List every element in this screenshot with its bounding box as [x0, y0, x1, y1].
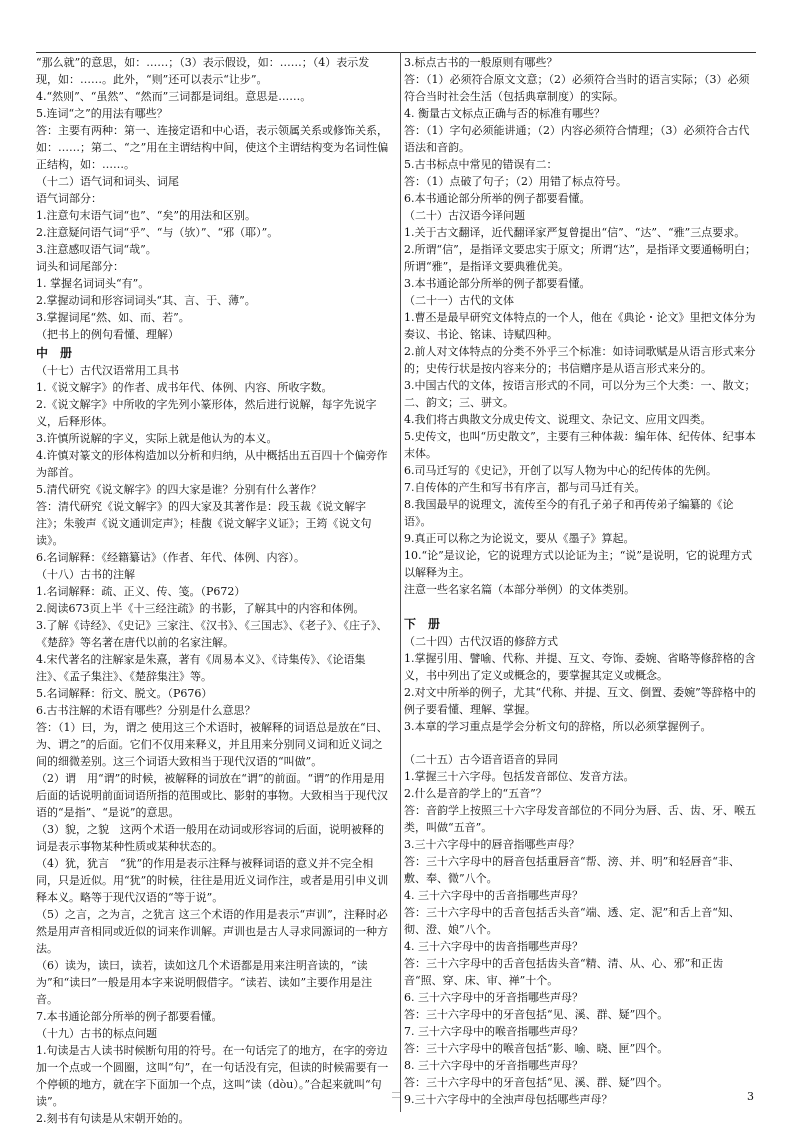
text-line: 2.对文中所举的例子，尤其“代称、并提、互文、倒置、委婉”等辞格中的例子要看懂、理解、掌握。	[404, 686, 756, 716]
text-line: （二十五）古今语音语音的异同	[404, 753, 558, 766]
page-number: 3	[747, 1090, 754, 1103]
text-line: 3.本书通论部分所举的例子都要看懂。	[404, 277, 591, 290]
text-line: 1.掌握三十六字母。包括发音部位、发音方法。	[404, 770, 635, 783]
text-line: 3.许慎所说解的字义，实际上就是他认为的本义。	[36, 432, 278, 445]
text-line: （十二）语气词和词头、词尾	[36, 175, 179, 188]
text-line: 答：三十六字母中的舌音包括舌头音“端、透、定、泥”和舌上音“知、彻、澄、娘”八个。	[404, 906, 740, 936]
text-line: （十七）古代汉语常用工具书	[36, 364, 179, 377]
text-line: 8. 三十六字母中的牙音指哪些声母？	[404, 1059, 583, 1072]
text-line: 2.掌握动词和形容词词头“其、言、于、薄”。	[36, 294, 256, 307]
text-line: 1.曹丕是最早研究文体特点的一个人，他在《典论・论文》里把文体分为奏议、书论、铭诔、诗赋四种。	[404, 311, 756, 341]
text-line: 3.掌握词尾“然、如、而、若”。	[36, 311, 190, 324]
text-line: 答：音韵学上按照三十六字母发音部位的不同分为唇、舌、齿、牙、喉五类，叫做“五音”。	[404, 804, 756, 834]
text-line: 答：三十六字母中的喉音包括“影、喻、晓、匣”四个。	[404, 1042, 669, 1055]
text-line: 4.“然则”、“虽然”、“然而”三词都是词组。意思是……。	[36, 90, 312, 103]
text-line: 答：主要有两种：第一、连接定语和中心语，表示领属关系或修饰关系，如：……；第二、“之”用在主谓结构中间，使这个主谓结构变为名词性偏正结构，如：……。	[36, 124, 389, 171]
text-line: （把书上的例句看懂、理解）	[36, 328, 179, 341]
text-line: （十九）古书的标点问题	[36, 1027, 157, 1040]
text-line: 1.掌握引用、譬喻、代称、并提、互文、夸饰、委婉、省略等修辞格的含义，书中列出了定义或概念的，要掌握其定义或概念。	[404, 652, 756, 682]
text-line: 6.本书通论部分所举的例子都要看懂。	[404, 192, 591, 205]
text-line: 答：三十六字母中的牙音包括“见、溪、群、疑”四个。	[404, 1008, 669, 1021]
text-line: 10.“论”是议论，它的说理方式以论证为主；“说”是说明，它的说理方式以解释为主。	[404, 549, 752, 579]
text-line: 6. 三十六字母中的牙音指哪些声母？	[404, 991, 583, 1004]
text-line: （3）貌，之貌 这两个术语一般用在动词或形容词的后面，说明被释的词是表示事物某种性质或某种状态的。	[36, 823, 384, 853]
text-line: 9.真正可以称之为论说文，要从《墨子》算起。	[404, 532, 635, 545]
text-line: 2.什么是音韵学上的“五音”？	[404, 787, 547, 800]
text-line: 9.三十六字母中的全浊声母包括哪些声母？	[404, 1093, 613, 1106]
text-line: （2）谓 用“谓”的时候，被解释的词放在“谓”的前面。“谓”的作用是用后面的话说明前面词语所指的范围或比、影射的事物。大致相当于现代汉语的“是指”、“是说”的意思。	[36, 772, 388, 819]
text-line: 4. 三十六字母中的齿音指哪些声母？	[404, 940, 583, 953]
text-line: （二十四）古代汉语的修辞方式	[404, 635, 558, 648]
text-line: 3.三十六字母中的唇音指哪些声母？	[404, 838, 580, 851]
text-line: （二十）古汉语今译问题	[404, 209, 525, 222]
text-line: 中 册	[36, 346, 73, 360]
text-line: 1.关于古文翻译，近代翻译家严复曾提出“信”、“达”、“雅”三点要求。	[404, 226, 746, 239]
text-line: 4.宋代著名的注解家是朱熹，著有《周易本义》、《诗集传》、《论语集注》、《孟子集注》、《楚辞集注》等。	[36, 653, 366, 683]
text-line: 5.连词“之”的用法有哪些？	[36, 107, 168, 120]
text-line: 答：（1）点破了句子；（2）用错了标点符号。	[404, 175, 627, 188]
text-line: 答：三十六字母中的舌音包括齿头音“精、清、从、心、邪”和正齿音“照、穿、床、审、禅”十个。	[404, 957, 724, 987]
text-line: 8.我国最早的说理文，流传至今的有孔子弟子和再传弟子编纂的《论语》。	[404, 498, 734, 528]
text-line: 6.名词解释：《经籍纂诂》（作者、年代、体例、内容）。	[36, 551, 305, 564]
text-line: 3.注意感叹语气词“哉”。	[36, 243, 157, 256]
blank-line	[404, 598, 756, 614]
text-line: 2.前人对文体特点的分类不外乎三个标准：如诗词歌赋是从语言形式来分的；史传行状是按内容来分的；书信赠序是从语言形式来分的。	[404, 345, 756, 375]
text-line: 6.古书注解的术语有哪些？分别是什么意思？	[36, 704, 256, 717]
text-line: 5.史传文，也叫“历史散文”，主要有三种体裁：编年体、纪传体、纪事本末体。	[404, 430, 756, 460]
text-line: 1.注意句末语气词“也”、“矣”的用法和区别。	[36, 209, 256, 222]
right-column	[404, 54, 756, 1108]
text-line: 2.注意疑问语气词“乎”、“与（欤）”、“邪（耶）”。	[36, 226, 279, 239]
text-line: 4.许慎对篆文的形体构造加以分析和归纳，从中概括出五百四十个偏旁作为部首。	[36, 449, 388, 479]
text-line: 答：（1）必须符合原文文意；（2）必须符合当时的语言实际；（3）必须符合当时社会生活（包括典章制度）的实际。	[404, 73, 750, 103]
text-line: 1.《说文解字》的作者、成书年代、体例、内容、所收字数。	[36, 381, 333, 394]
left-column	[36, 54, 396, 1127]
text-line: 答：（1）曰，为，谓之 使用这三个术语时，被解释的词语总是放在“曰、为、谓之”的后面。它们不仅用来释义，并且用来分别同义词和近义词之间的细微差别。这三个词语大致相当于现代汉语的“叫做”。	[36, 721, 388, 768]
text-line: 4. 三十六字母中的舌音指哪些声母？	[404, 889, 583, 902]
text-line: 答：清代研究《说文解字》的四大家及其著作是：段玉裁《说文解字注》；朱骏声《说文通训定声》；桂馥《说文解字义证》；王筠《说文句读》。	[36, 500, 372, 547]
text-line: 7.本书通论部分所举的例子都要看懂。	[36, 1010, 223, 1023]
text-line: 6.司马迁写的《史记》，开创了以写人物为中心的纪传体的先例。	[404, 464, 717, 477]
text-line: 答：三十六字母中的唇音包括重唇音“帮、滂、并、明”和轻唇音“非、敷、奉、微”八个。	[404, 855, 740, 885]
blank-line	[404, 735, 756, 751]
text-line: （二十一）古代的文体	[404, 294, 514, 307]
column-divider	[400, 52, 401, 1112]
text-line: “那么就”的意思，如：……；（3）表示假设，如：……；（4）表示发现，如：……。此外，“则”还可以表示“让步”。	[36, 56, 370, 86]
text-line: 1.名词解释：疏、正义、传、笺。（P672）	[36, 585, 246, 598]
text-line: 词头和词尾部分：	[36, 260, 124, 273]
text-line: （4）犹，犹言 “犹”的作用是表示注释与被释词语的意义并不完全相同，只是近似。用“犹”的时候，往往是用近义词作注，或者是用引申义训释本义。略等于现代汉语的“等于说”。	[36, 857, 389, 904]
text-line: 2.《说文解字》中所收的字先列小篆形体，然后进行说解，每字先说字义，后释形体。	[36, 398, 377, 428]
text-line: 5.清代研究《说文解字》的四大家是谁？分别有什么著作？	[36, 483, 322, 496]
text-line: 2.阅读673页上半《十三经注疏》的书影，了解其中的内容和体例。	[36, 602, 365, 615]
text-line: 4.我们将古典散文分成史传文、说理文、杂记文、应用文四类。	[404, 413, 712, 426]
header-rule	[36, 52, 756, 53]
text-line: 注意一些名家名篇（本部分举例）的文体类别。	[404, 583, 635, 596]
text-line: 答：三十六字母中的牙音包括“见、溪、群、疑”四个。	[404, 1076, 669, 1089]
text-line: 7. 三十六字母中的喉音指哪些声母？	[404, 1025, 583, 1038]
text-line: 2.所谓“信”，是指译文要忠实于原文；所谓“达”，是指译文要通畅明白；所谓“雅”，是指译文要典雅优美。	[404, 243, 756, 273]
text-line: 7.自传体的产生和写书有序言，都与司马迁有关。	[404, 481, 646, 494]
text-line: 3.中国古代的文体，按语言形式的不同，可以分为三个大类：一、散文；二、韵文；三、骈文。	[404, 379, 756, 409]
text-line: 1.句读是古人读书时候断句用的符号。在一句话完了的地方，在字的旁边加一个点或一个圆圈，这叫“句”，在一句话没有完，但读的时候需要有一个停顿的地方，就在字下面加一个点，这叫“读（dòu）。”合起来就叫“句读”。	[36, 1044, 389, 1108]
text-line: （5）之言，之为言，之犹言 这三个术语的作用是表示“声训”，注释时必然是用声音相同或近似的词来作训解。声训也是古人寻求同源词的一种方法。	[36, 908, 388, 955]
footer-mark	[392, 1092, 400, 1098]
text-line: 5.古书标点中常见的错误有二：	[404, 158, 558, 171]
text-line: （6）读为，读曰，读若，读如这几个术语都是用来注明音读的，“读为”和“读曰”一般是用本字来说明假借字。“读若、读如”主要作用是注音。	[36, 959, 373, 1006]
text-line: 1. 掌握名词词头“有”。	[36, 277, 150, 290]
text-line: 2.刻书有句读是从宋朝开始的。	[36, 1112, 190, 1125]
text-line: 3.本章的学习重点是学会分析文句的辞格，所以必须掌握例子。	[404, 720, 712, 733]
text-line: 4. 衡量古文标点正确与否的标准有哪些？	[404, 107, 605, 120]
text-line: 5.名词解释：衍文、脱文。（P676）	[36, 687, 213, 700]
text-line: （十八）古书的注解	[36, 568, 135, 581]
text-line: 3.了解《诗经》、《史记》三家注、《汉书》、《三国志》、《老子》、《庄子》、《楚辞》等名著在唐代以前的名家注解。	[36, 619, 388, 649]
text-line: 答：（1）字句必须能讲通；（2）内容必须符合情理；（3）必须符合古代语法和音韵。	[404, 124, 750, 154]
text-line: 3.标点古书的一般原则有哪些？	[404, 56, 558, 69]
text-line: 下 册	[404, 617, 441, 631]
text-line: 语气词部分：	[36, 192, 102, 205]
